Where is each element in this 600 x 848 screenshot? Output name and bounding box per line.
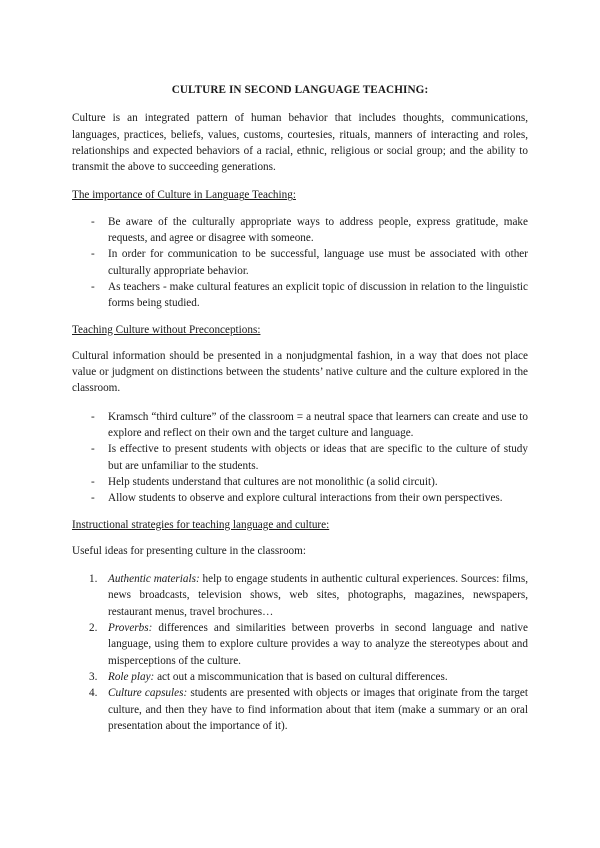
item-text: help to engage students in authentic cultural experiences. Sources: films, news broadcasts, television shows, web sites, photographs, magazines, newspapers, restaurant menus, travel brochures…	[108, 573, 528, 618]
section-heading-importance: The importance of Culture in Language Teaching:	[72, 189, 296, 202]
dash-bullet: -	[91, 475, 95, 488]
strategies-list	[72, 571, 528, 734]
list-item	[91, 441, 528, 474]
list-item-text: In order for communication to be successful, language use must be associated with other culturally appropriate behavior.	[108, 248, 528, 277]
item-number: 1.	[89, 573, 98, 586]
list-item	[91, 279, 528, 312]
list-item	[91, 474, 528, 490]
dash-bullet: -	[91, 248, 95, 261]
item-term: Role play:	[108, 670, 155, 683]
dash-bullet: -	[91, 443, 95, 456]
section-heading-preconceptions: Teaching Culture without Preconceptions:	[72, 323, 261, 336]
item-text: act out a miscommunication that is based on cultural differences.	[154, 670, 448, 683]
item-term: Proverbs:	[108, 622, 153, 635]
dash-bullet: -	[91, 410, 95, 423]
preconceptions-list	[72, 409, 528, 507]
list-item	[91, 246, 528, 279]
intro-paragraph: Culture is an integrated pattern of human behavior that includes thoughts, communications, languages, practices, beliefs, values, customs, courtesies, rituals, manners of interacting and roles, relationships and expected behaviors of a racial, ethnic, religious or social group; and the ability to transmit the above to succeeding generations.	[72, 112, 528, 174]
dash-bullet: -	[91, 215, 95, 228]
dash-bullet: -	[91, 492, 95, 505]
section-heading-strategies: Instructional strategies for teaching language and culture:	[72, 518, 330, 531]
list-item	[91, 214, 528, 247]
item-number: 4.	[89, 687, 98, 700]
preconceptions-paragraph: Cultural information should be presented in a nonjudgmental fashion, in a way that does not place value or judgment on distinctions between the students’ native culture and the culture explored in the classroom.	[72, 349, 528, 395]
list-item-text: Kramsch “third culture” of the classroom = a neutral space that learners can create and use to explore and reflect on their own and the target culture and language.	[108, 410, 528, 440]
list-item	[91, 490, 528, 506]
list-item-text: Be aware of the culturally appropriate ways to address people, express gratitude, make requests, and agree or disagree with someone.	[108, 215, 528, 245]
item-term: Authentic materials:	[108, 573, 200, 586]
importance-list	[72, 214, 528, 312]
strategies-lead: Useful ideas for presenting culture in the classroom:	[72, 544, 306, 557]
list-item-text: Is effective to present students with objects or ideas that are specific to the culture of study but are unfamiliar to the students.	[108, 443, 528, 472]
list-item	[89, 571, 528, 620]
dash-bullet: -	[91, 280, 95, 293]
list-item	[89, 620, 528, 669]
list-item-text: Allow students to observe and explore cultural interactions from their own perspectives.	[108, 492, 503, 505]
list-item	[91, 409, 528, 442]
item-number: 2.	[89, 622, 98, 635]
list-item	[89, 669, 528, 685]
item-text: differences and similarities between proverbs in second language and native language, using them to explore culture provides a way to analyze the stereotypes about and misperceptions of the culture.	[108, 622, 528, 667]
list-item	[89, 685, 529, 734]
item-number: 3.	[89, 670, 98, 683]
item-text: students are presented with objects or images that originate from the target culture, and then they have to find information about that item (make a summary or an oral presentation about the importance of it).	[108, 687, 529, 732]
page-title: CULTURE IN SECOND LANGUAGE TEACHING:	[171, 84, 429, 96]
list-item-text: As teachers - make cultural features an explicit topic of discussion in relation to the linguistic forms being studied.	[108, 280, 528, 310]
item-term: Culture capsules:	[108, 687, 188, 700]
list-item-text: Help students understand that cultures are not monolithic (a solid circuit).	[108, 475, 438, 488]
